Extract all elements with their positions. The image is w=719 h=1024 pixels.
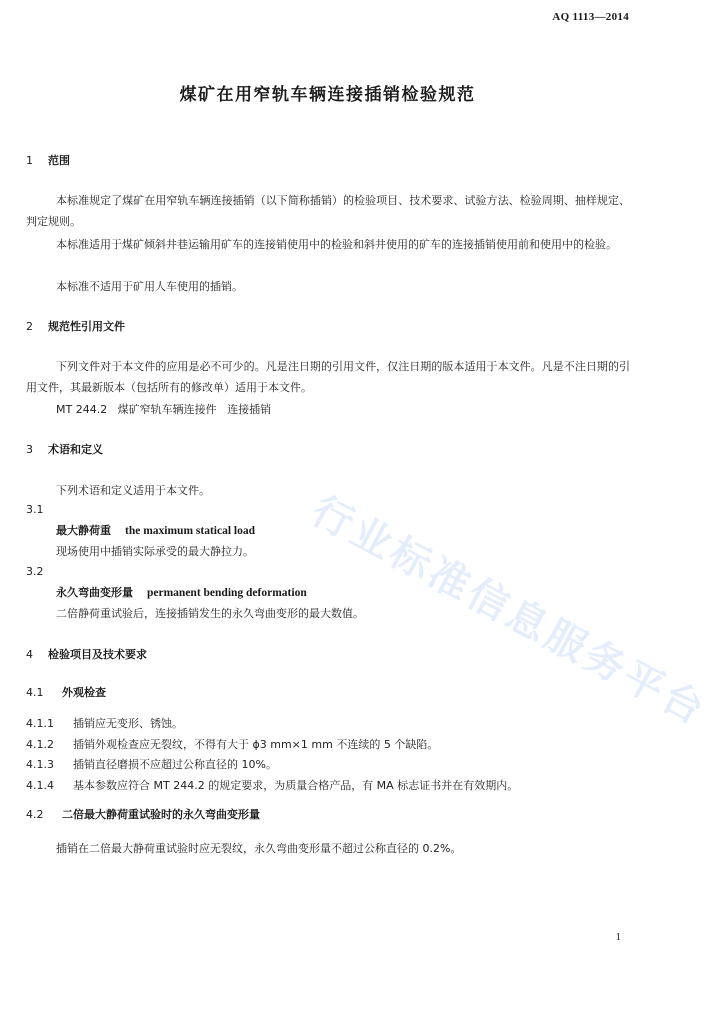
section-title: 检验项目及技术要求 <box>48 648 147 661</box>
standard-code: AQ 1113—2014 <box>552 11 629 23</box>
term-entry <box>56 522 255 538</box>
page-number: 1 <box>615 931 621 943</box>
paragraph: 本标准规定了煤矿在用窄轨车辆连接插销（以下简称插销）的检验项目、技术要求、试验方法、检验周期、抽样规定、判定规则。 <box>26 194 630 228</box>
term-definition: 二倍静荷重试验后，连接插销发生的永久弯曲变形的最大数值。 <box>56 607 364 620</box>
clause-item <box>26 736 438 752</box>
clause-number: 4.1.1 <box>26 717 54 730</box>
section-number: 4 <box>26 648 33 661</box>
paragraph: 本标准不适用于矿用人车使用的插销。 <box>56 280 243 293</box>
section-number: 2 <box>26 320 33 333</box>
reference-item: MT 244.2 煤矿窄轨车辆连接件 连接插销 <box>56 403 272 416</box>
subsection-4-2-heading <box>26 806 260 822</box>
term-english: permanent bending deformation <box>147 587 307 599</box>
subsection-number: 4.2 <box>26 808 44 821</box>
clause-item <box>26 715 183 731</box>
section-number: 1 <box>26 154 33 167</box>
paragraph: 下列术语和定义适用于本文件。 <box>56 484 210 497</box>
term-entry <box>56 584 307 600</box>
section-3-heading <box>26 441 103 457</box>
term-name: 最大静荷重 <box>56 524 111 537</box>
section-1-heading <box>26 152 70 168</box>
clause-item <box>26 777 518 793</box>
subsection-number: 4.1 <box>26 686 44 699</box>
term-definition: 现场使用中插销实际承受的最大静拉力。 <box>56 545 254 558</box>
term-number: 3.1 <box>26 503 44 516</box>
section-title: 规范性引用文件 <box>48 320 125 333</box>
clause-number: 4.1.4 <box>26 779 54 792</box>
subsection-4-1-heading <box>26 684 106 700</box>
term-name: 永久弯曲变形量 <box>56 586 133 599</box>
clause-item <box>26 756 277 772</box>
clause-text: 基本参数应符合 MT 244.2 的规定要求，为质量合格产品，有 MA 标志证书并在有效期内。 <box>73 779 519 792</box>
subsection-title: 二倍最大静荷重试验时的永久弯曲变形量 <box>62 808 260 821</box>
clause-text: 插销直径磨损不应超过公称直径的 10%。 <box>73 758 277 771</box>
paragraph: 本标准适用于煤矿倾斜井巷运输用矿车的连接销使用中的检验和斜井使用的矿车的连接插销使用前和使用中的检验。 <box>56 238 617 251</box>
section-number: 3 <box>26 443 33 456</box>
term-english: the maximum statical load <box>125 525 256 537</box>
section-2-heading <box>26 318 125 334</box>
section-title: 范围 <box>48 154 70 167</box>
watermark: 行业标准信息服务平台 <box>304 487 715 736</box>
clause-number: 4.1.3 <box>26 758 54 771</box>
paragraph: 下列文件对于本文件的应用是必不可少的。凡是注日期的引用文件，仅注日期的版本适用于本文件。凡是不注日期的引用文件，其最新版本（包括所有的修改单）适用于本文件。 <box>26 360 630 394</box>
clause-number: 4.1.2 <box>26 738 54 751</box>
clause-text: 插销应无变形、锈蚀。 <box>73 717 183 730</box>
clause-text: 插销外观检查应无裂纹，不得有大于 ϕ3 mm×1 mm 不连续的 5 个缺陷。 <box>73 738 439 751</box>
term-number: 3.2 <box>26 565 44 578</box>
paragraph: 插销在二倍最大静荷重试验时应无裂纹，永久弯曲变形量不超过公称直径的 0.2%。 <box>56 842 462 855</box>
section-4-heading <box>26 646 147 662</box>
subsection-title: 外观检查 <box>62 686 106 699</box>
section-title: 术语和定义 <box>48 443 103 456</box>
document-title: 煤矿在用窄轨车辆连接插销检验规范 <box>179 85 476 105</box>
